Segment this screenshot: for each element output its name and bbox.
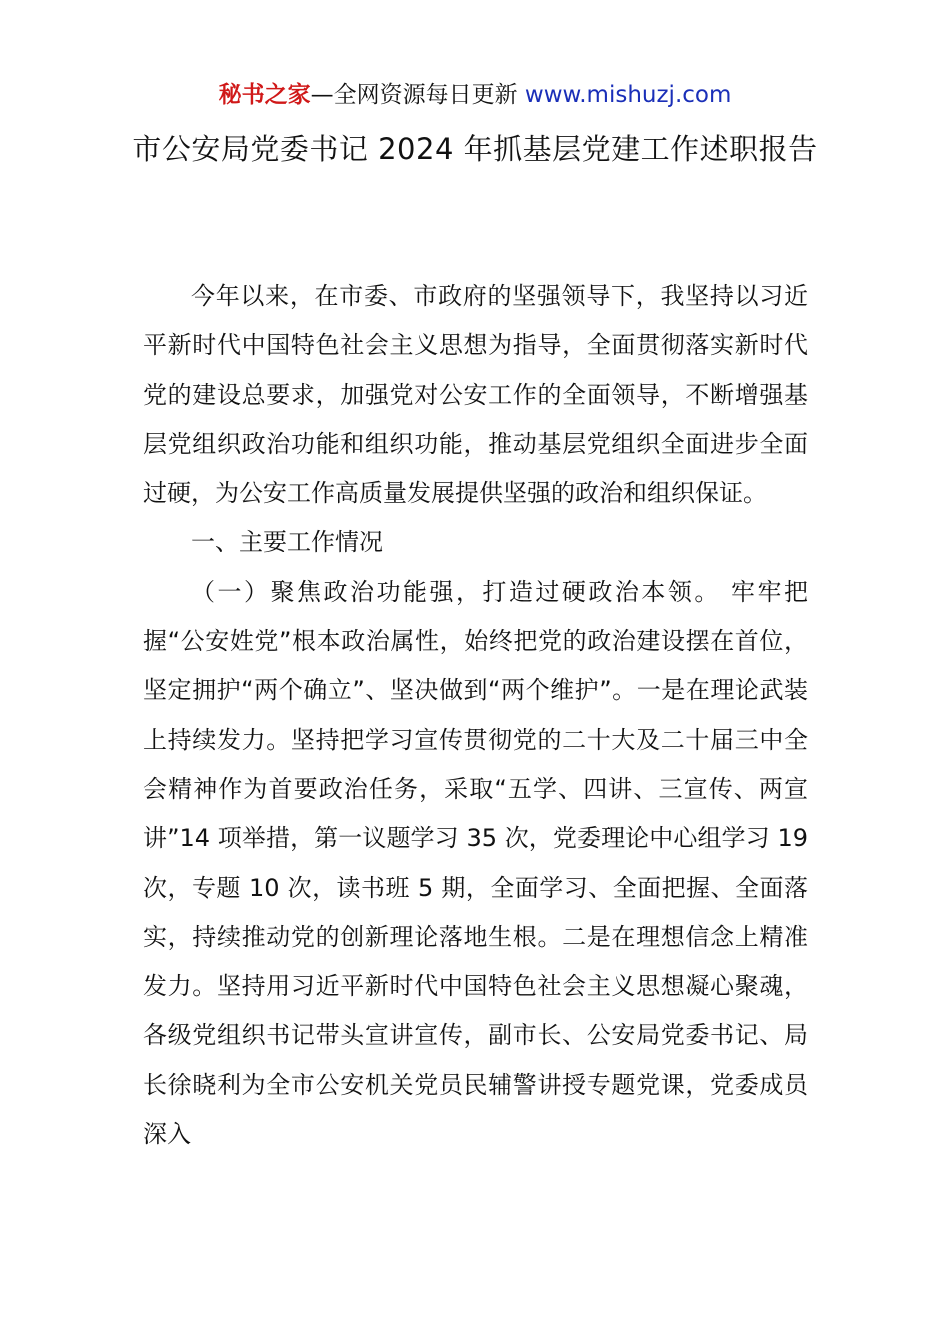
document-title: 市公安局党委书记 2024 年抓基层党建工作述职报告 (132, 132, 818, 166)
intro-paragraph: 今年以来，在市委、市政府的坚强领导下，我坚持以习近平新时代中国特色社会主义思想为指导，全面贯彻落实新时代党的建设总要求，加强党对公安工作的全面领导，不断增强基层党组织政治功能和组织功能，推动基层党组织全面进步全面过硬，为公安工作高质量发展提供坚强的政治和组织保证。 (143, 282, 808, 508)
document-body (143, 272, 808, 1159)
site-url-link[interactable]: www.mishuzj.com (524, 82, 732, 108)
section-heading: 一、主要工作情况 (191, 528, 383, 557)
subsection-paragraph: （一）聚焦政治功能强，打造过硬政治本领。 牢牢把握“公安姓党”根本政治属性，始终把党的政治建设摆在首位，坚定拥护“两个确立”、坚决做到“两个维护”。一是在理论武装上持续发力。坚持把学习宣传贯彻党的二十大及二十届三中全会精神作为首要政治任务，采取“五学、四讲、三宣传、两宣讲”14 项举措，第一议题学习 35 次，党委理论中心组学习 19 次，专题 10 次，读书班 5 期，全面学习、全面把握、全面落实，持续推动党的创新理论落地生根。二是在理想信念上精准发力。坚持用习近平新时代中国特色社会主义思想凝心聚魂，各级党组织书记带头宣讲宣传，副市长、公安局党委书记、局长徐晓利为全市公安机关党员民辅警讲授专题党课，党委成员深入 (143, 577, 808, 1149)
site-header (0, 78, 950, 112)
header-slogan: —全网资源每日更新 (310, 82, 525, 108)
brand-name: 秘书之家 (218, 82, 311, 108)
